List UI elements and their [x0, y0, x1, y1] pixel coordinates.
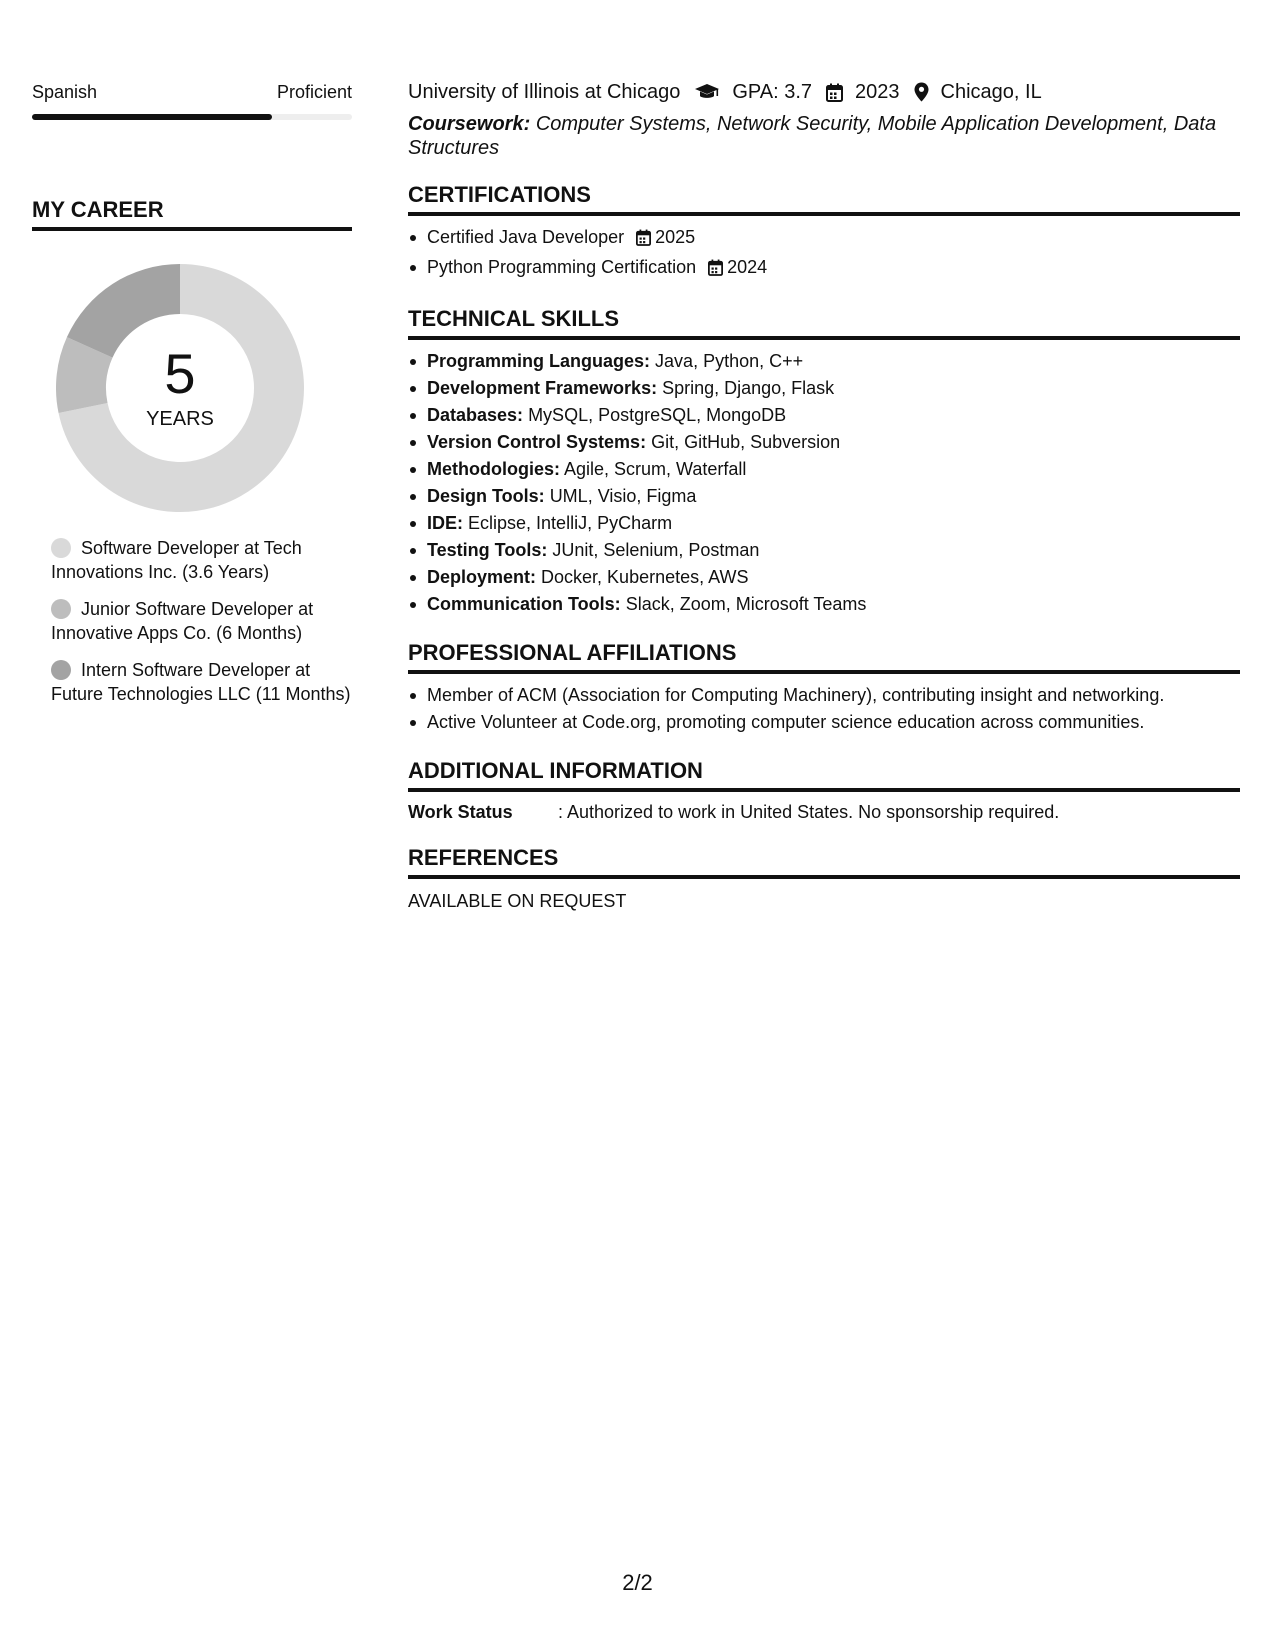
- skill-label: Deployment:: [427, 567, 537, 587]
- school-name: University of Illinois at Chicago: [408, 80, 681, 103]
- certification-item: [408, 254, 1240, 284]
- certification-name: Certified Java Developer: [427, 227, 625, 247]
- skill-label: Communication Tools:: [427, 594, 621, 614]
- skill-value: Eclipse, IntelliJ, PyCharm: [468, 513, 673, 533]
- affiliations-list: [408, 682, 1240, 736]
- skill-label: Programming Languages:: [427, 351, 651, 371]
- legend-dot: [51, 660, 71, 680]
- skill-item: [408, 564, 1240, 591]
- gpa-text: GPA: 3.7: [732, 80, 813, 103]
- skill-label: Design Tools:: [427, 486, 545, 506]
- donut-center: [56, 264, 304, 512]
- skill-value: JUnit, Selenium, Postman: [552, 540, 760, 560]
- coursework-label: Coursework:: [408, 113, 531, 135]
- references-text: AVAILABLE ON REQUEST: [408, 891, 627, 911]
- certification-item: [408, 224, 1240, 254]
- certification-name: Python Programming Certification: [427, 257, 697, 277]
- calendar-icon: [708, 257, 723, 284]
- skill-item: [408, 537, 1240, 564]
- career-legend-item: [51, 536, 351, 584]
- work-status-label: Work Status: [408, 802, 513, 822]
- skill-item: [408, 456, 1240, 483]
- skill-item: [408, 375, 1240, 402]
- skill-item: [408, 348, 1240, 375]
- calendar-icon: [636, 227, 651, 254]
- skill-value: Agile, Scrum, Waterfall: [564, 459, 747, 479]
- language-level-bar: [32, 114, 352, 120]
- skill-label: IDE:: [427, 513, 463, 533]
- calendar-icon: [826, 83, 843, 102]
- language-row: [32, 82, 352, 104]
- career-legend-label: Software Developer at Tech Innovations Inc. (3.6 Years): [51, 538, 302, 582]
- skill-label: Testing Tools:: [427, 540, 548, 560]
- coursework-list: Computer Systems, Network Security, Mobile Application Development, Data Structures: [408, 113, 1217, 159]
- career-legend-label: Junior Software Developer at Innovative Apps Co. (6 Months): [51, 599, 314, 643]
- languages-section: [32, 82, 352, 120]
- skill-value: MySQL, PostgreSQL, MongoDB: [528, 405, 787, 425]
- certification-year: 2025: [655, 227, 696, 247]
- skill-label: Databases:: [427, 405, 524, 425]
- career-donut-chart: [56, 264, 304, 512]
- language-level-bar-fill: [32, 114, 272, 120]
- affiliation-item: Member of ACM (Association for Computing Machinery), contributing insight and networking.: [408, 682, 1240, 709]
- skill-value: Docker, Kubernetes, AWS: [541, 567, 749, 587]
- skill-item: [408, 429, 1240, 456]
- career-total-unit: YEARS: [146, 407, 214, 430]
- coursework: [408, 112, 1240, 160]
- career-legend-item: [51, 658, 351, 706]
- career-legend-item: [51, 597, 351, 645]
- career-legend: [51, 536, 351, 719]
- technical-skills-heading: TECHNICAL SKILLS: [408, 306, 1240, 340]
- career-total-years: 5: [164, 341, 196, 405]
- skill-item: [408, 510, 1240, 537]
- skill-label: Methodologies:: [427, 459, 560, 479]
- career-heading: MY CAREER: [32, 197, 352, 231]
- skill-item: [408, 402, 1240, 429]
- references-heading: REFERENCES: [408, 845, 1240, 879]
- skill-value: Java, Python, C++: [655, 351, 804, 371]
- skill-item: [408, 483, 1240, 510]
- legend-dot: [51, 538, 71, 558]
- skill-value: UML, Visio, Figma: [549, 486, 697, 506]
- skill-value: Git, GitHub, Subversion: [651, 432, 841, 452]
- graduation-cap-icon: [694, 83, 720, 101]
- language-level: Proficient: [276, 82, 352, 102]
- graduation-year: 2023: [855, 80, 900, 103]
- skill-value: Spring, Django, Flask: [662, 378, 835, 398]
- career-legend-label: Intern Software Developer at Future Technologies LLC (11 Months): [51, 660, 351, 704]
- page-number: 2/2: [622, 1570, 653, 1595]
- location-pin-icon: [914, 82, 929, 102]
- legend-dot: [51, 599, 71, 619]
- certifications-heading: CERTIFICATIONS: [408, 182, 1240, 216]
- affiliations-heading: PROFESSIONAL AFFILIATIONS: [408, 640, 1240, 674]
- certification-year: 2024: [727, 257, 768, 277]
- school-location: Chicago, IL: [940, 80, 1042, 103]
- affiliation-item: Active Volunteer at Code.org, promoting computer science education across communities.: [408, 709, 1240, 736]
- work-status-row: [408, 802, 1240, 823]
- skill-value: Slack, Zoom, Microsoft Teams: [625, 594, 867, 614]
- main-content: [408, 78, 1240, 912]
- language-name: Spanish: [32, 82, 98, 102]
- technical-skills-list: [408, 348, 1240, 618]
- education-line: [408, 78, 1240, 106]
- skill-label: Version Control Systems:: [427, 432, 647, 452]
- skill-label: Development Frameworks:: [427, 378, 658, 398]
- skill-item: [408, 591, 1240, 618]
- certifications-list: [408, 224, 1240, 284]
- additional-info-heading: ADDITIONAL INFORMATION: [408, 758, 1240, 792]
- work-status-value: : Authorized to work in United States. No sponsorship required.: [558, 802, 1060, 822]
